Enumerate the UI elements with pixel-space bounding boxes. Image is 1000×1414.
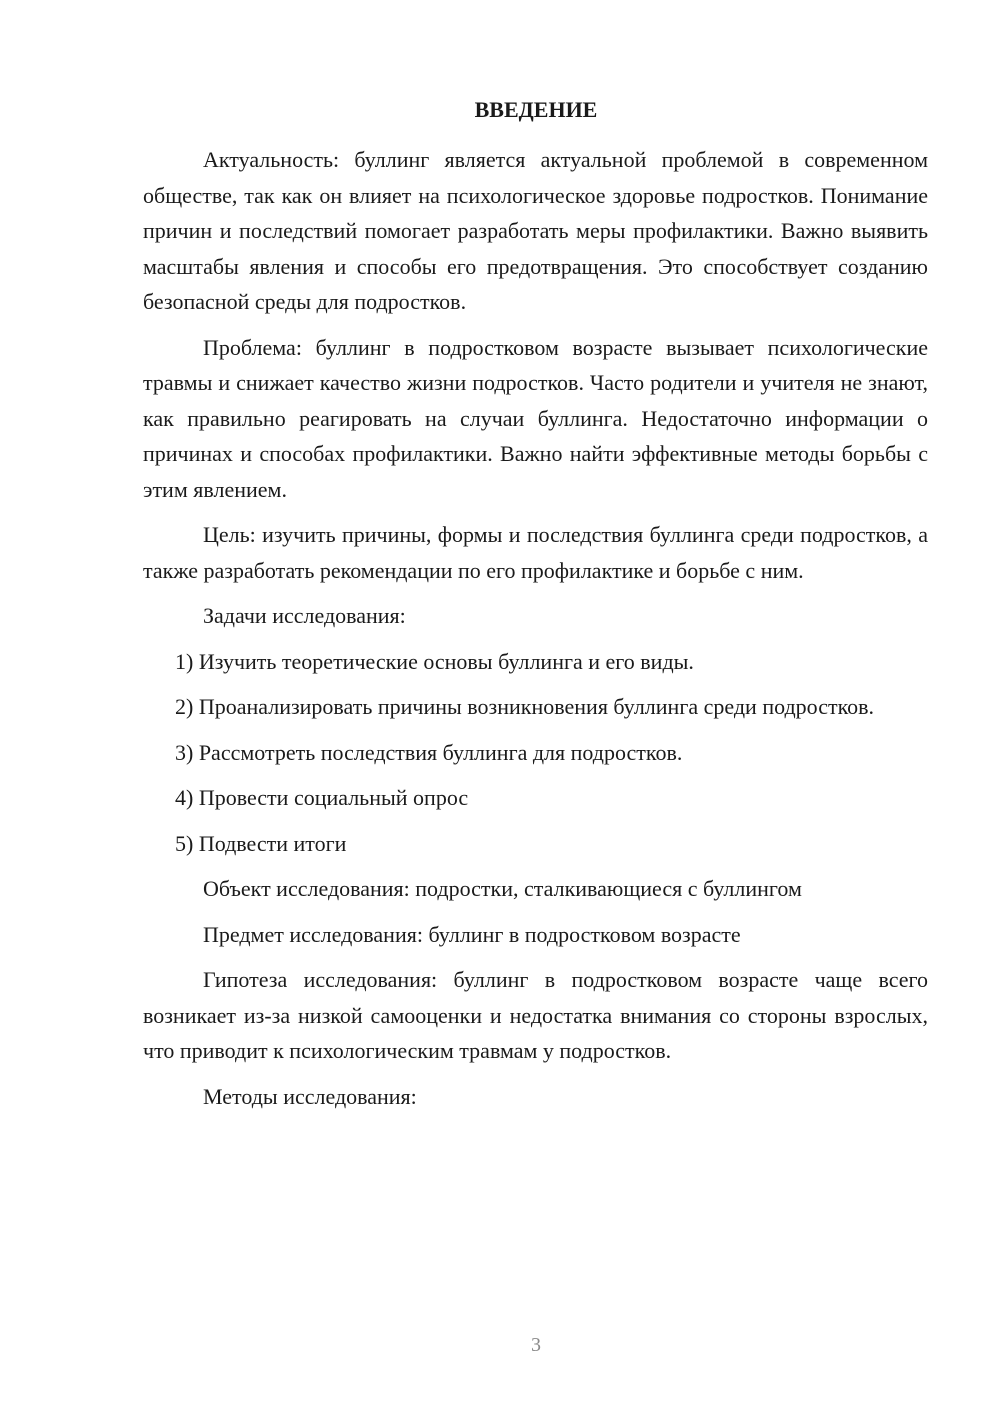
paragraph-object: Объект исследования: подростки, сталкивающиеся с буллингом [203,876,802,901]
task-item-2: 2) Проанализировать причины возникновения буллинга среди подростков. [175,694,875,719]
methods-heading: Методы исследования: [203,1083,417,1109]
task-item-3: 3) Рассмотреть последствия буллинга для подростков. [175,739,683,765]
paragraph-hypothesis: Гипотеза исследования: буллинг в подростковом возрасте чаще всего возникает из-за низкой самооценки и недостатка внимания со стороны взрослых, что приводит к психологическим травмам у подростков. [143,967,928,1063]
paragraph-subject: Предмет исследования: буллинг в подростковом возрасте [203,921,741,947]
task-item-5: 5) Подвести итоги [175,830,347,856]
tasks-heading: Задачи исследования: [203,603,406,628]
paragraph-relevance: Актуальность: буллинг является актуальной проблемой в современном обществе, так как он влияет на психологическое здоровье подростков. Понимание причин и последствий помогает разработать меры профилактики. Важно выявить масштабы явления и способы его предотвращения. Это способствует созданию безопасной среды для подростков. [143,147,928,314]
paragraph-problem: Проблема: буллинг в подростковом возрасте вызывает психологические травмы и снижает качество жизни подростков. Часто родители и учителя не знают, как правильно реагировать на случаи буллинга. Недостаточно информации о причинах и способах профилактики. Важно найти эффективные методы борьбы с этим явлением. [143,334,928,502]
task-item-1: 1) Изучить теоретические основы буллинга и его виды. [175,648,694,674]
page-number: 3 [531,1334,541,1356]
paragraph-goal: Цель: изучить причины, формы и последствия буллинга среди подростков, а также разработать рекомендации по его профилактике и борьбе с ним. [143,522,928,583]
document-body [143,142,928,1124]
task-item-4: 4) Провести социальный опрос [175,785,469,810]
page-title: ВВЕДЕНИЕ [474,97,598,122]
